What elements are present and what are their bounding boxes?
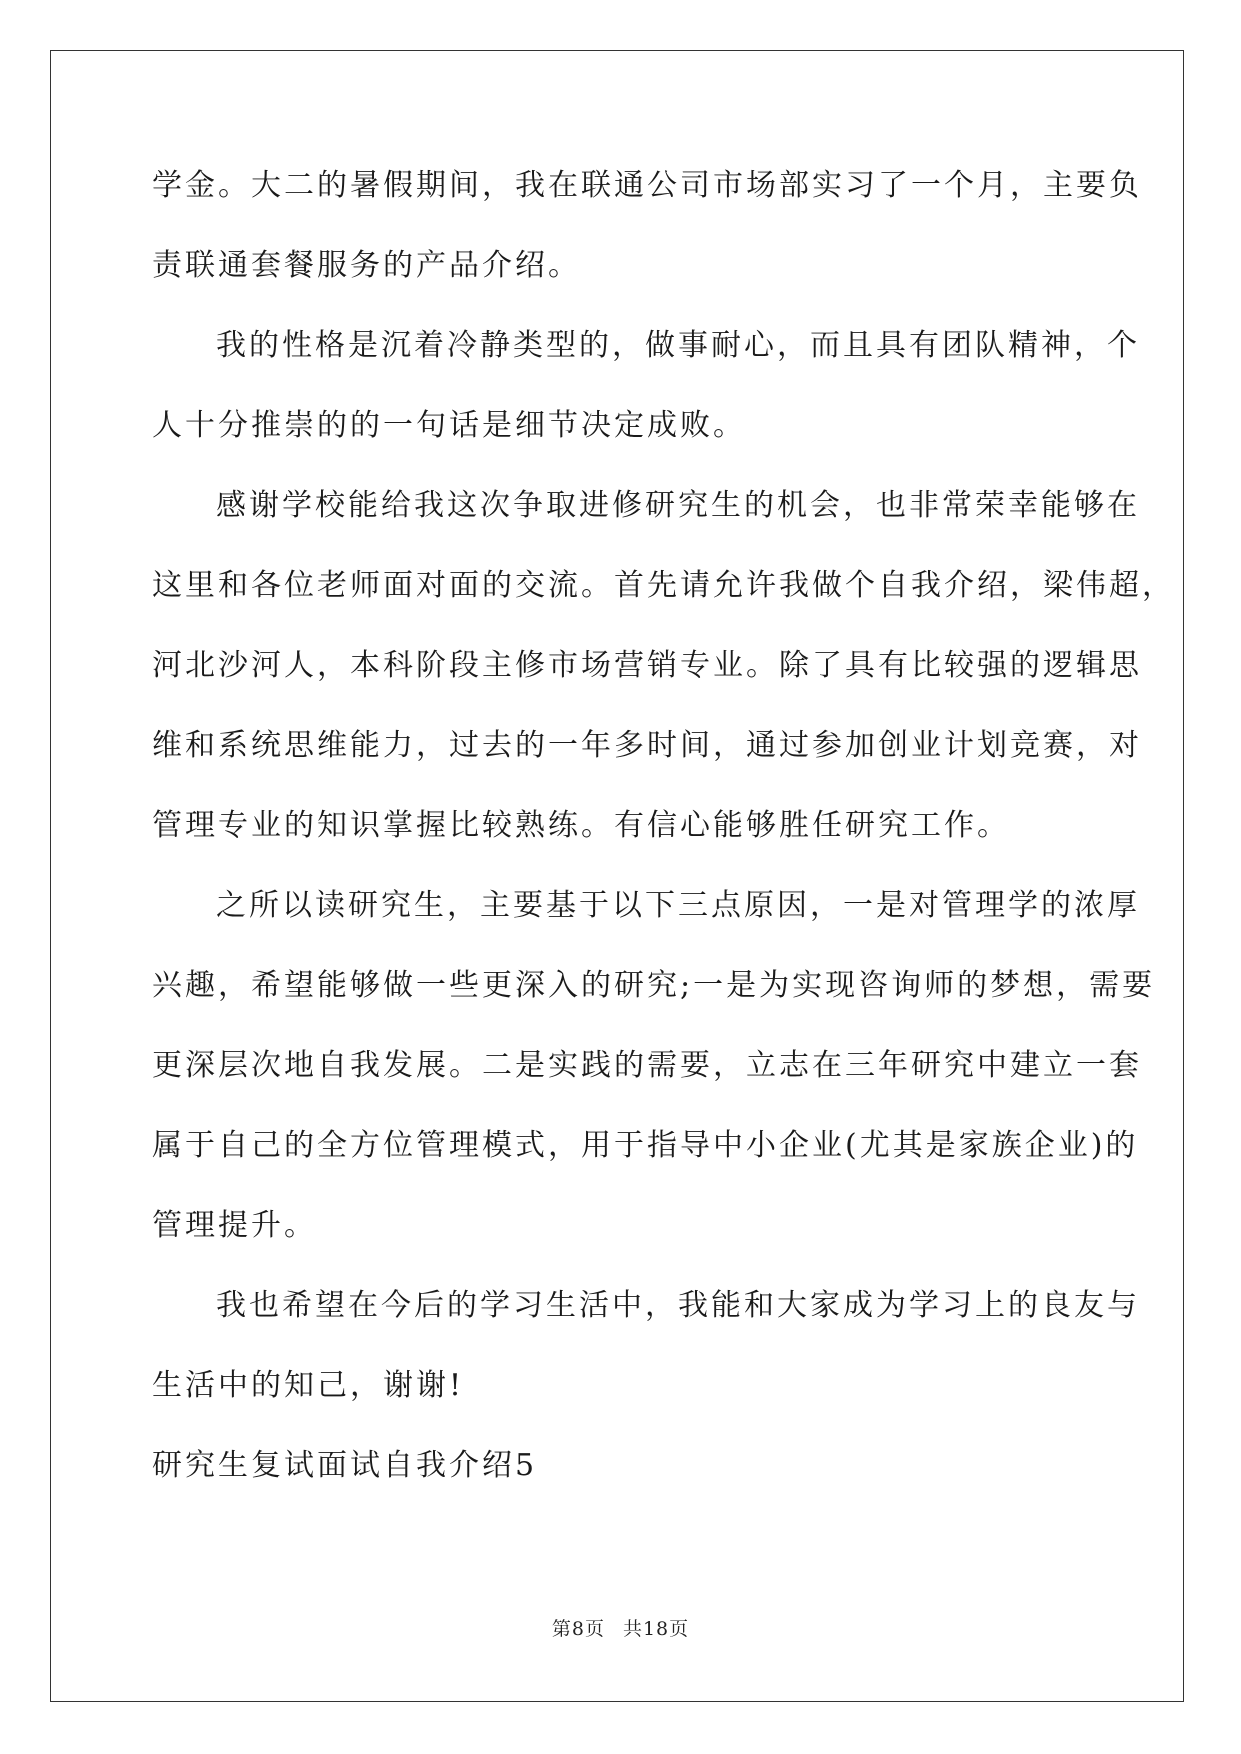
paragraph-start-line: 感谢学校能给我这次争取进修研究生的机会，也非常荣幸能够在 bbox=[216, 488, 1140, 523]
paragraph-start-line: 之所以读研究生，主要基于以下三点原因，一是对管理学的浓厚 bbox=[216, 888, 1140, 923]
paragraph-start-line: 我的性格是沉着冷静类型的，做事耐心，而且具有团队精神，个 bbox=[216, 328, 1140, 363]
text-line: 兴趣，希望能够做一些更深入的研究;一是为实现咨询师的梦想，需要 bbox=[152, 968, 1156, 1003]
text-line: 维和系统思维能力，过去的一年多时间，通过参加创业计划竞赛，对 bbox=[152, 728, 1142, 763]
text-line: 生活中的知己，谢谢! bbox=[152, 1368, 465, 1403]
paragraph-start-line: 我也希望在今后的学习生活中，我能和大家成为学习上的良友与 bbox=[216, 1288, 1140, 1323]
text-line: 人十分推崇的的一句话是细节决定成败。 bbox=[152, 408, 746, 443]
text-line: 责联通套餐服务的产品介绍。 bbox=[152, 248, 581, 283]
text-line: 属于自己的全方位管理模式，用于指导中小企业(尤其是家族企业)的 bbox=[152, 1128, 1139, 1163]
section-heading: 研究生复试面试自我介绍5 bbox=[152, 1448, 538, 1483]
text-line: 河北沙河人，本科阶段主修市场营销专业。除了具有比较强的逻辑思 bbox=[152, 648, 1142, 683]
text-line: 更深层次地自我发展。二是实践的需要，立志在三年研究中建立一套 bbox=[152, 1048, 1142, 1083]
page-number-total: 共18页 bbox=[622, 1618, 690, 1640]
text-line: 学金。大二的暑假期间，我在联通公司市场部实习了一个月，主要负 bbox=[152, 168, 1142, 203]
text-line: 管理专业的知识掌握比较熟练。有信心能够胜任研究工作。 bbox=[152, 808, 1010, 843]
document-body bbox=[152, 160, 1175, 1500]
text-line: 管理提升。 bbox=[152, 1208, 317, 1243]
page-footer bbox=[0, 1614, 1241, 1641]
text-line: 这里和各位老师面对面的交流。首先请允许我做个自我介绍，梁伟超， bbox=[152, 568, 1175, 603]
page-number-current: 第8页 bbox=[551, 1618, 605, 1640]
